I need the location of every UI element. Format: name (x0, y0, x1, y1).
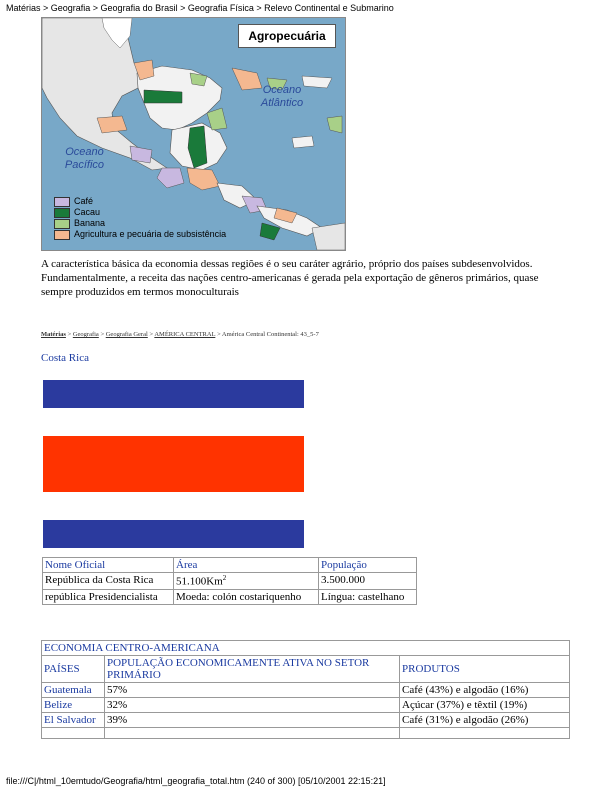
table-cell: 57% (105, 683, 400, 698)
table-cell-empty (42, 728, 105, 739)
table-cell: República da Costa Rica (43, 573, 174, 590)
breadcrumb-america-central-link[interactable]: AMÉRICA CENTRAL (154, 331, 216, 338)
table-cell: Açúcar (37%) e têxtil (19%) (400, 698, 570, 713)
table-cell-country: Guatemala (42, 683, 105, 698)
costa-rica-flag (43, 380, 304, 548)
table-cell-country: Belize (42, 698, 105, 713)
table-row (42, 728, 570, 739)
flag-stripe-blue (43, 380, 304, 408)
table-cell (174, 573, 319, 590)
table-row (42, 683, 570, 698)
table-cell: república Presidencialista (43, 589, 174, 604)
table-row (43, 573, 417, 590)
breadcrumb-materias-link[interactable]: Matérias (41, 331, 66, 338)
breadcrumb-sep: > (98, 331, 106, 338)
breadcrumb-sep: > (65, 331, 73, 338)
legend-item-subsistencia (54, 229, 226, 240)
economy-paragraph: A característica básica da economia dessas regiões é o seu caráter agrário, próprio dos países subdesenvolvidos. Fundamentalmente, a receita das nações centro-americanas é gerada pela exportação de gêneros primários, quase sempre produzidos em termos monoculturais (41, 258, 539, 298)
table-row (42, 713, 570, 728)
country-info-table (42, 557, 417, 605)
table-cell: Café (31%) e algodão (26%) (400, 713, 570, 728)
breadcrumb-current: América Central Continental: 43_5-7 (221, 331, 319, 338)
table-header-cell: PAÍSES (42, 656, 105, 683)
table-row (43, 589, 417, 604)
legend-swatch (54, 197, 70, 207)
table-cell-country: El Salvador (42, 713, 105, 728)
table-cell-empty (400, 728, 570, 739)
table-row (43, 558, 417, 573)
top-breadcrumb: Matérias > Geografia > Geografia do Brasil > Geografia Física > Relevo Continental e Submarino (6, 3, 394, 13)
footer-path: file:///C|/html_10emtudo/Geografia/html_geografia_total.htm (240 of 300) [05/10/2001 22:15:21] (6, 776, 386, 786)
flag-stripe-red (43, 436, 304, 492)
breadcrumb-sep: > (215, 331, 222, 338)
table-header-cell: Nome Oficial (43, 558, 174, 573)
area-superscript: 2 (222, 574, 227, 582)
legend-label: Café (74, 196, 94, 206)
map-legend (54, 196, 226, 240)
breadcrumb-geografia-link[interactable]: Geografia (72, 331, 99, 338)
table-cell: Língua: castelhano (319, 589, 417, 604)
table-cell: 3.500.000 (319, 573, 417, 590)
table-header-cell: PRODUTOS (400, 656, 570, 683)
legend-swatch (54, 219, 70, 229)
map-title: Agropecuária (238, 24, 336, 48)
table-header-cell: POPULAÇÃO ECONOMICAMENTE ATIVA NO SETOR PRIMÁRIO (105, 656, 400, 683)
legend-item-cacau (54, 207, 226, 218)
table-row (42, 698, 570, 713)
pacific-ocean-label: Oceano Pacífico (64, 146, 105, 171)
breadcrumb (41, 331, 319, 338)
agriculture-map (41, 17, 346, 251)
table-cell: 32% (105, 698, 400, 713)
table-header-cell: Área (174, 558, 319, 573)
flag-stripe-blue (43, 520, 304, 548)
table-row (42, 656, 570, 683)
economy-table (41, 640, 570, 739)
flag-stripe-white (43, 408, 304, 436)
table-header-cell: População (319, 558, 417, 573)
legend-label: Banana (74, 218, 106, 228)
table-cell: Café (43%) e algodão (16%) (400, 683, 570, 698)
table-cell-empty (105, 728, 400, 739)
table-cell: 39% (105, 713, 400, 728)
economy-table-title: ECONOMIA CENTRO-AMERICANA (42, 641, 570, 656)
legend-swatch (54, 208, 70, 218)
breadcrumb-sep: > (147, 331, 155, 338)
legend-item-banana (54, 218, 226, 229)
area-value: 51.100Km (176, 575, 223, 588)
legend-swatch (54, 230, 70, 240)
flag-stripe-white (43, 492, 304, 520)
legend-item-cafe (54, 196, 226, 207)
table-cell: Moeda: colón costariquenho (174, 589, 319, 604)
atlantic-ocean-label: Oceano Atlântico (260, 84, 304, 109)
table-row (42, 641, 570, 656)
legend-label: Agricultura e pecuária de subsistência (74, 229, 227, 239)
country-title: Costa Rica (41, 352, 89, 364)
breadcrumb-geografia-geral-link[interactable]: Geografia Geral (105, 331, 148, 338)
legend-label: Cacau (74, 207, 101, 217)
